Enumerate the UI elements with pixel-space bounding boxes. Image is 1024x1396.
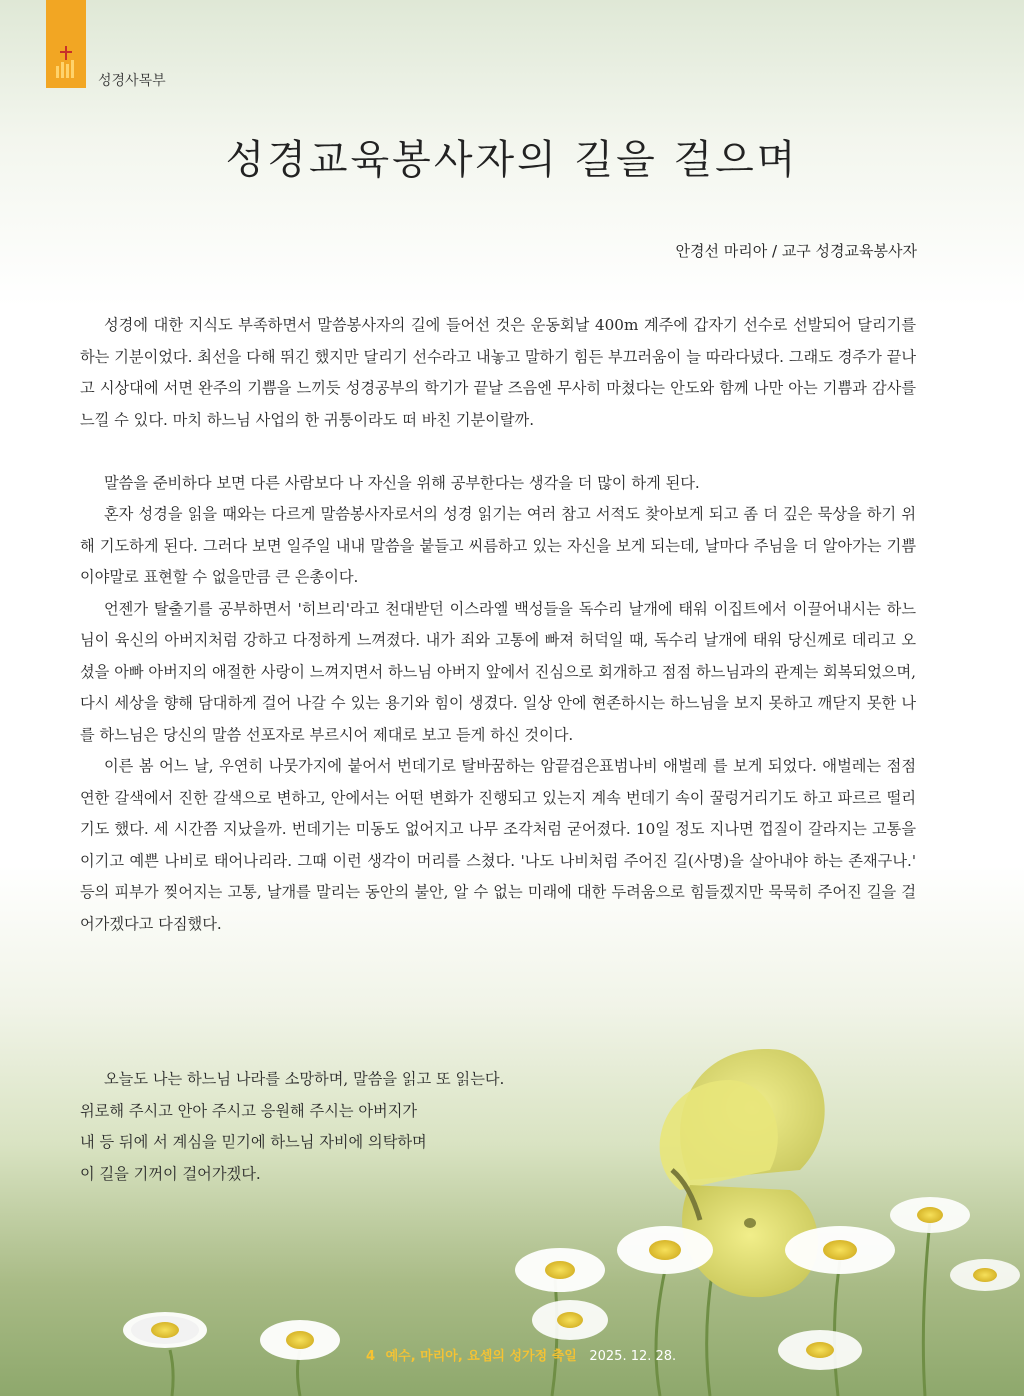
closing-line: 오늘도 나는 하느님 나라를 소망하며, 말씀을 읽고 또 읽는다. <box>104 1070 505 1088</box>
closing-line: 내 등 뒤에 서 계심을 믿기에 하느님 자비에 의탁하며 <box>80 1133 427 1151</box>
issue-date: 2025. 12. 28. <box>589 1349 677 1364</box>
article-body <box>80 310 916 940</box>
closing-line: 위로해 주시고 안아 주시고 응원해 주시는 아버지가 <box>80 1101 418 1120</box>
cross-sprout-icon <box>52 44 80 80</box>
article-title: 성경교육봉사자의 길을 걸으며 <box>225 137 799 183</box>
paragraph: 이른 봄 어느 날, 우연히 나뭇가지에 붙어서 번데기로 탈바꿈하는 암끝검은표범나비 애벌레 를 보게 되었다. 애벌레는 점점 연한 갈색에서 진한 갈색으로 변하고, 안에서는 어떤 변화가 진행되고 있는지 계속 번데기 속이 꿀렁거리기도 하고 파르르 떨리기도 했다. 세 시간쯤 지났을까. 번데기는 미동도 없어지고 나무 조각처럼 굳어졌다. 10일 정도 지나면 껍질이 갈라지는 고통을 이기고 예쁜 나비로 태어나리라. 그때 이런 생각이 머리를 스쳤다. '나도 나비처럼 주어진 길(사명)을 살아내야 하는 존재구나.' 등의 피부가 찢어지는 고통, 날개를 말리는 동안의 불안, 알 수 없는 미래에 대한 두려움으로 힘들겠지만 묵묵히 주어진 길을 걸어가겠다고 다짐했다. <box>80 757 916 933</box>
closing-line: 이 길을 기꺼이 걸어가겠다. <box>80 1164 261 1183</box>
department-tab <box>46 0 86 88</box>
closing-verse <box>80 1064 504 1190</box>
paragraph: 말씀을 준비하다 보면 다른 사람보다 나 자신을 위해 공부한다는 생각을 더 많이 하게 된다. <box>104 473 700 492</box>
department-name: 성경사목부 <box>98 73 166 89</box>
article-byline: 안경선 마리아 / 교구 성경교육봉사자 <box>675 242 917 260</box>
page-footer <box>366 1345 676 1364</box>
paragraph: 언젠가 탈출기를 공부하면서 '히브리'라고 천대받던 이스라엘 백성들을 독수리 날개에 태워 이집트에서 이끌어내시는 하느님이 육신의 아버지처럼 강하고 다정하게 느껴졌다. 내가 죄와 고통에 빠져 허덕일 때, 독수리 날개에 태워 당신께로 데리고 오셨을 아빠 아버지의 애절한 사랑이 느껴지면서 하느님 아버지 앞에서 진심으로 회개하고 점점 하느님과의 관계는 회복되었으며, 다시 세상을 향해 담대하게 걸어 나갈 수 있는 용기와 힘이 생겼다. 일상 안에 현존하시는 하느님을 보지 못하고 깨닫지 못한 나를 하느님은 당신의 말씀 선포자로 부르시어 제대로 보고 듣게 하신 것이다. <box>80 599 916 744</box>
paragraph: 성경에 대한 지식도 부족하면서 말씀봉사자의 길에 들어선 것은 운동회날 400m 계주에 갑자기 선수로 선발되어 달리기를 하는 기분이었다. 최선을 다해 뛰긴 했지만 달리기 선수라고 내놓고 말하기 힘든 부끄러움이 늘 따라다녔다. 그래도 경주가 끝나고 시상대에 서면 완주의 기쁨을 느끼듯 성경공부의 학기가 끝날 즈음엔 무사히 마쳤다는 안도와 함께 나만 아는 기쁨과 감사를 느낄 수 있다. 마치 하느님 사업의 한 귀퉁이라도 떠 바친 기분이랄까. <box>80 316 916 429</box>
page-number: 4 <box>366 1349 376 1364</box>
paragraph: 혼자 성경을 읽을 때와는 다르게 말씀봉사자로서의 성경 읽기는 여러 참고 서적도 찾아보게 되고 좀 더 깊은 묵상을 하기 위해 기도하게 된다. 그러다 보면 일주일 내내 말씀을 붙들고 씨름하고 있는 자신을 보게 되는데, 날마다 주님을 더 알아가는 기쁨이야말로 표현할 수 없을만큼 큰 은총이다. <box>80 505 916 586</box>
feast-name: 예수, 마리아, 요셉의 성가정 축일 <box>385 1349 577 1364</box>
